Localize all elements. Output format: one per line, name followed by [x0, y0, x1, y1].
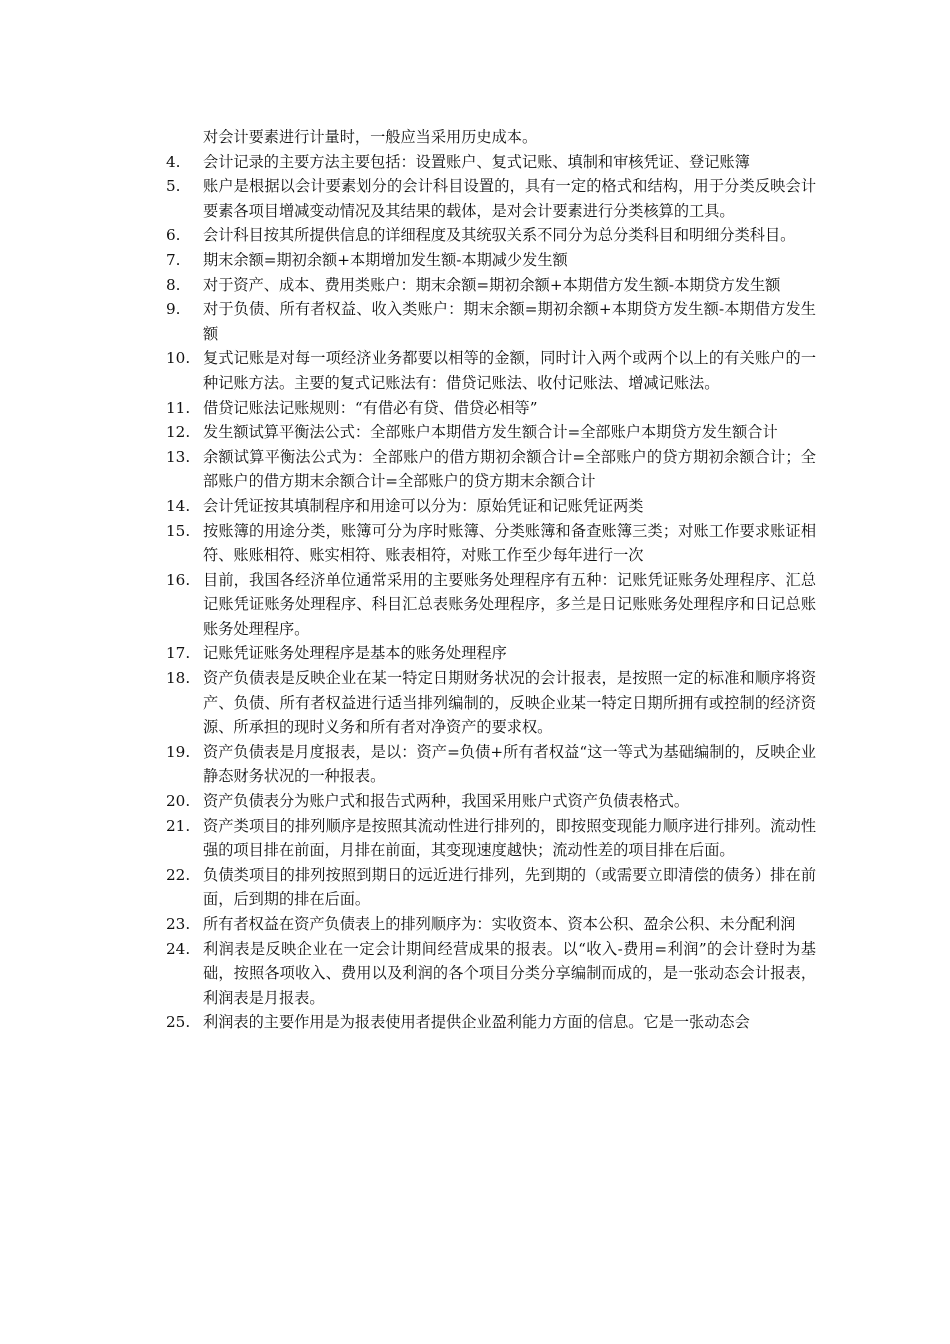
list-item — [166, 174, 816, 223]
list-item — [166, 273, 816, 298]
item-number: 23. — [166, 915, 191, 933]
item-number: 19. — [166, 742, 191, 761]
list-item — [166, 1010, 816, 1035]
list-item — [166, 641, 816, 666]
item-number: 14. — [166, 496, 191, 515]
item-number: 6. — [166, 226, 181, 245]
item-text: 对于资产、成本、费用类账户：期末余额=期初余额+本期借方发生额-本期贷方发生额 — [203, 275, 781, 294]
item-text: 利润表是反映企业在一定会计期间经营成果的报表。以“收入-费用=利润”的会计登时为基础，按照各项收入、费用以及利润的各个项目分类分享编制而成的，是一张动态会计报表，利润表是月报表。 — [203, 939, 816, 1007]
item-number: 4. — [166, 152, 181, 171]
list-item — [166, 420, 816, 445]
list-item — [166, 445, 816, 494]
list-item — [166, 568, 816, 642]
item-number: 22. — [166, 865, 191, 884]
list-item — [166, 248, 816, 273]
item-text: 目前，我国各经济单位通常采用的主要账务处理程序有五种：记账凭证账务处理程序、汇总记账凭证账务处理程序、科目汇总表账务处理程序，多兰是日记账账务处理程序和日记总账账务处理程序。 — [203, 570, 816, 638]
item-text: 资产类项目的排列顺序是按照其流动性进行排列的，即按照变现能力顺序进行排列。流动性强的项目排在前面，月排在前面，其变现速度越快；流动性差的项目排在后面。 — [203, 816, 816, 860]
item-text: 会计记录的主要方法主要包括：设置账户、复式记账、填制和审核凭证、登记账簿 — [203, 152, 750, 171]
list-item — [166, 346, 816, 395]
item-text: 账户是根据以会计要素划分的会计科目设置的，具有一定的格式和结构，用于分类反映会计要素各项目增减变动情况及其结果的载体，是对会计要素进行分类核算的工具。 — [203, 177, 816, 220]
item-number: 12. — [166, 423, 191, 442]
item-text: 借贷记账法记账规则：“有借必有贷、借贷必相等” — [203, 398, 538, 417]
item-number: 18. — [166, 669, 191, 688]
list-item — [166, 666, 816, 740]
item-number: 16. — [166, 570, 191, 589]
item-number: 11. — [166, 398, 191, 417]
item-number: 13. — [166, 447, 191, 466]
list-item — [166, 863, 816, 912]
list-item — [166, 912, 816, 937]
item-text: 负债类项目的排列按照到期日的远近进行排列，先到期的（或需要立即清偿的债务）排在前面，后到期的排在后面。 — [203, 865, 816, 909]
item-number: 10. — [166, 349, 191, 368]
list-item-continuation — [166, 125, 816, 150]
list-item — [166, 150, 816, 175]
list-item — [166, 937, 816, 1011]
item-text: 对于负债、所有者权益、收入类账户：期末余额=期初余额+本期贷方发生额-本期借方发生额 — [203, 300, 816, 343]
numbered-list — [166, 125, 816, 1035]
item-text: 会计凭证按其填制程序和用途可以分为：原始凭证和记账凭证两类 — [203, 496, 644, 515]
item-text: 按账簿的用途分类，账簿可分为序时账簿、分类账簿和备查账簿三类；对账工作要求账证相符、账账相符、账实相符、账表相符，对账工作至少每年进行一次 — [203, 521, 816, 565]
item-text: 会计科目按其所提供信息的详细程度及其统驭关系不同分为总分类科目和明细分类科目。 — [203, 226, 796, 245]
item-number: 9. — [166, 300, 181, 319]
item-text: 资产负债表分为账户式和报告式两种，我国采用账户式资产负债表格式。 — [203, 792, 689, 811]
list-item — [166, 814, 816, 863]
item-text: 利润表的主要作用是为报表使用者提供企业盈利能力方面的信息。它是一张动态会 — [203, 1013, 750, 1032]
list-item — [166, 297, 816, 346]
item-number: 20. — [166, 792, 191, 811]
list-item — [166, 494, 816, 519]
item-text: 资产负债表是反映企业在某一特定日期财务状况的会计报表，是按照一定的标准和顺序将资产、负债、所有者权益进行适当排列编制的，反映企业某一特定日期所拥有或控制的经济资源、所承担的现时义务和所有者对净资产的要求权。 — [203, 669, 816, 737]
item-number: 8. — [166, 275, 181, 294]
item-text: 资产负债表是月度报表，是以：资产=负债+所有者权益“这一等式为基础编制的，反映企业静态财务状况的一种报表。 — [203, 742, 816, 786]
item-number: 21. — [166, 816, 191, 835]
list-item — [166, 396, 816, 421]
item-text: 所有者权益在资产负债表上的排列顺序为：实收资本、资本公积、盈余公积、未分配利润 — [203, 915, 796, 933]
list-item — [166, 740, 816, 789]
item-text: 期末余额=期初余额+本期增加发生额-本期减少发生额 — [203, 250, 568, 269]
item-number: 25. — [166, 1013, 191, 1032]
item-number: 15. — [166, 521, 191, 540]
item-text: 余额试算平衡法公式为：全部账户的借方期初余额合计=全部账户的贷方期初余额合计；全部账户的借方期末余额合计=全部账户的贷方期末余额合计 — [203, 447, 816, 491]
item-number: 5. — [166, 177, 181, 196]
list-item — [166, 789, 816, 814]
item-text: 发生额试算平衡法公式：全部账户本期借方发生额合计=全部账户本期贷方发生额合计 — [203, 423, 778, 442]
item-text: 复式记账是对每一项经济业务都要以相等的金额，同时计入两个或两个以上的有关账户的一种记账方法。主要的复式记账法有：借贷记账法、收付记账法、增减记账法。 — [203, 349, 816, 392]
list-item — [166, 223, 816, 248]
item-text: 对会计要素进行计量时，一般应当采用历史成本。 — [203, 128, 538, 146]
item-text: 记账凭证账务处理程序是基本的账务处理程序 — [203, 644, 507, 663]
item-number: 24. — [166, 939, 191, 958]
list-item — [166, 519, 816, 568]
item-number: 7. — [166, 250, 181, 269]
item-number: 17. — [166, 644, 191, 663]
